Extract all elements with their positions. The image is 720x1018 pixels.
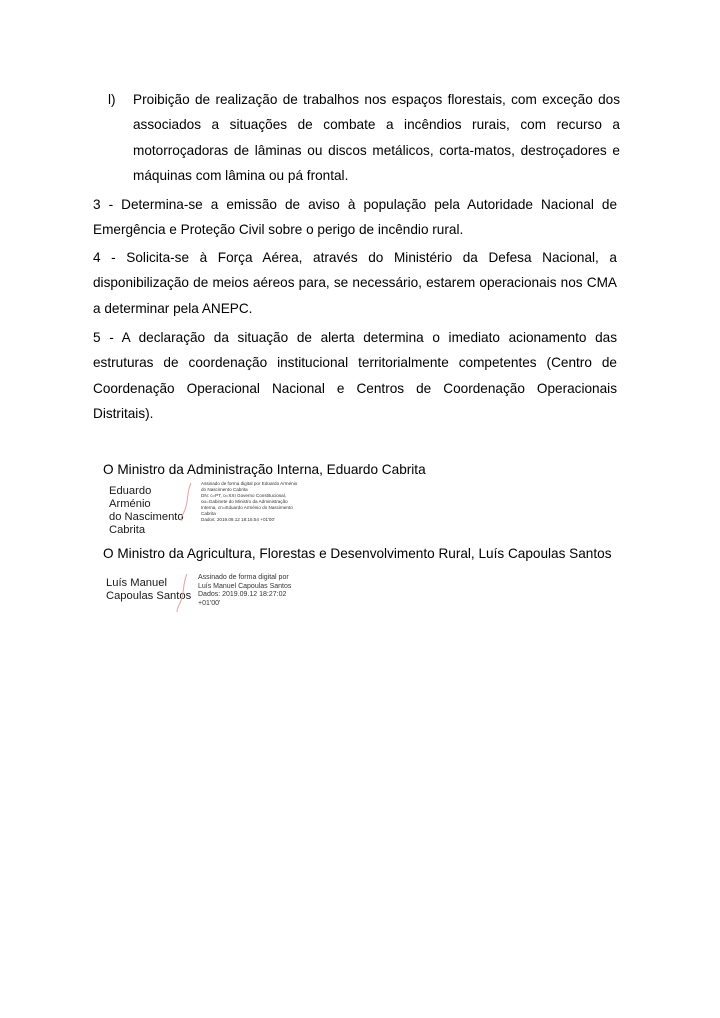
stamp-line: Interna, cn=Eduardo Arménio do Nascimento (201, 505, 293, 510)
signer-title-internal-affairs: O Ministro da Administração Interna, Eduardo Cabrita (103, 462, 426, 477)
stamp-line: Cabrita (201, 511, 216, 516)
stamp-line: +01'00' (198, 599, 221, 607)
signer-name-line: do Nascimento (109, 511, 184, 523)
signer-name-line: Eduardo Arménio (109, 485, 152, 510)
stamp-line: DN: c=PT, o=XXI Governo Constitucional, (201, 493, 287, 498)
signature-stroke-icon (176, 573, 190, 613)
signer-name (109, 485, 191, 537)
list-item-text: Proibição de realização de trabalhos nos espaços florestais, com exceção dos associados a situações de combate a incêndios rurais, com recurso a motorroçadoras de lâminas ou discos metálicos, corta-matos, destroçadores e máquinas com lâmina ou pá frontal. (133, 92, 620, 184)
signature-stroke-icon (180, 482, 194, 522)
list-item-l (100, 87, 620, 189)
stamp-line: Dados: 2019.09.12 18:27:02 (198, 591, 287, 598)
signer-name-line: Capoulas Santos (106, 590, 192, 602)
digital-signature-stamp (198, 574, 328, 608)
paragraph-3: 3 - Determina-se a emissão de aviso à população pela Autoridade Nacional de Emergência e Proteção Civil sobre o perigo de incêndio rural. (93, 197, 617, 238)
stamp-line: do Nascimento Cabrita (201, 487, 248, 492)
signer-name-line: Luís Manuel (106, 577, 167, 589)
list-marker: l) (108, 92, 116, 107)
stamp-line: Dados: 2019.09.12 18:15:54 +01'00' (201, 517, 275, 522)
paragraph-5: 5 - A declaração da situação de alerta determina o imediato acionamento das estruturas de coordenação institucional territorialmente competentes (Centro de Coordenação Operacional Nacional e Centros de Coordenação Operacionais Distritais). (93, 330, 617, 422)
stamp-line: Assinado de forma digital por Eduardo Arménio (201, 481, 298, 486)
signer-title-agriculture: O Ministro da Agricultura, Florestas e Desenvolvimento Rural, Luís Capoulas Santos (103, 546, 612, 561)
stamp-line: Luís Manuel Capoulas Santos (198, 582, 292, 590)
digital-signature-stamp (201, 481, 306, 523)
signer-name-line: Cabrita (109, 524, 146, 536)
stamp-line: ou=Gabinete do Ministro da Administração (201, 499, 288, 504)
stamp-line: Assinado de forma digital por (198, 574, 289, 581)
paragraph-4: 4 - Solicita-se à Força Aérea, através do Ministério da Defesa Nacional, a disponibilização de meios aéreos para, se necessário, estarem operacionais nos CMA a determinar pela ANEPC. (93, 250, 617, 316)
